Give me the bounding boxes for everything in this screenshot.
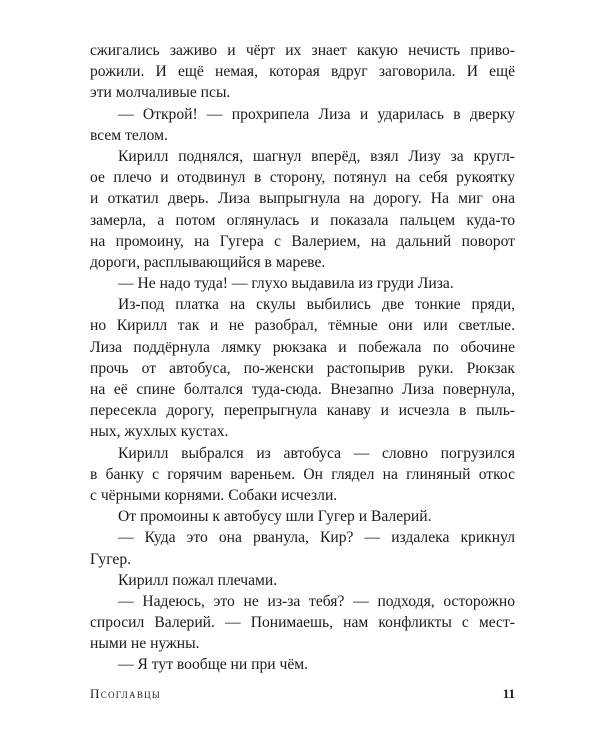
text-line: на её спине болтался туда-сюда. Внезапно Лиза повернула, xyxy=(90,381,515,398)
text-line: спросил Валерий. — Понимаешь, нам конфликты с мест- xyxy=(90,614,515,632)
text-line: — Надеюсь, это не из-за тебя? — подходя, осторожно xyxy=(118,592,515,610)
text-line: всем телом. xyxy=(90,126,168,144)
text-line: в банку с горячим вареньем. Он глядел на глиняный откос xyxy=(90,465,515,483)
text-line: эти молчаливые псы. xyxy=(90,84,231,102)
text-line: с чёрными корнями. Собаки исчезли. xyxy=(90,486,338,504)
text-line: дороги, расплывающийся в мареве. xyxy=(90,253,326,271)
body-text xyxy=(90,40,515,676)
text-line: Кирилл поднялся, шагнул вперёд, взял Лизу за кругл- xyxy=(118,147,515,165)
page-number: 11 xyxy=(502,686,515,701)
text-line: — Не надо туда! — глухо выдавила из груди Лиза. xyxy=(118,275,454,293)
text-line: Кирилл выбрался из автобуса — словно погрузился xyxy=(118,444,515,462)
text-line: Лиза поддёрнула лямку рюкзака и побежала по обочине xyxy=(90,338,515,356)
text-line: прочь от автобуса, по-женски растопырив руки. Рюкзак xyxy=(90,359,515,377)
text-line: на промоину, на Гугера с Валерием, на дальний поворот xyxy=(90,232,515,250)
text-line: пересекла дорогу, перепрыгнула канаву и исчезла в пыль- xyxy=(90,402,515,420)
text-line: сжигались заживо и чёрт их знает какую нечисть приво- xyxy=(90,42,515,59)
text-line: ое плечо и отодвинул в сторону, потянул на себя рукоятку xyxy=(90,169,515,187)
text-line: ными не нужны. xyxy=(90,635,200,653)
text-line: — Куда это она рванула, Кир? — издалека крикнул xyxy=(118,529,515,547)
running-title: Псоглавцы xyxy=(90,686,162,701)
text-line: Гугер. xyxy=(90,550,132,568)
page-footer xyxy=(90,684,515,704)
text-line: Из-под платка на скулы выбились две тонкие пряди, xyxy=(118,296,515,314)
text-line: и откатил дверь. Лиза выпрыгнула на дорогу. На миг она xyxy=(90,190,515,208)
text-line: — Открой! — прохрипела Лиза и ударилась в дверку xyxy=(118,105,515,123)
text-line: но Кирилл так и не разобрал, тёмные они или светлые. xyxy=(90,317,515,335)
text-line: ных, жухлых кустах. xyxy=(90,423,229,441)
text-line: От промоины к автобусу шли Гугер и Валерий. xyxy=(118,508,432,526)
text-line: Кирилл пожал плечами. xyxy=(118,571,278,589)
text-line: замерла, а потом оглянулась и показала пальцем куда-то xyxy=(90,211,515,229)
text-line: рожили. И ещё немая, которая вдруг заговорила. И ещё xyxy=(90,63,515,81)
text-line: — Я тут вообще ни при чём. xyxy=(118,656,309,674)
